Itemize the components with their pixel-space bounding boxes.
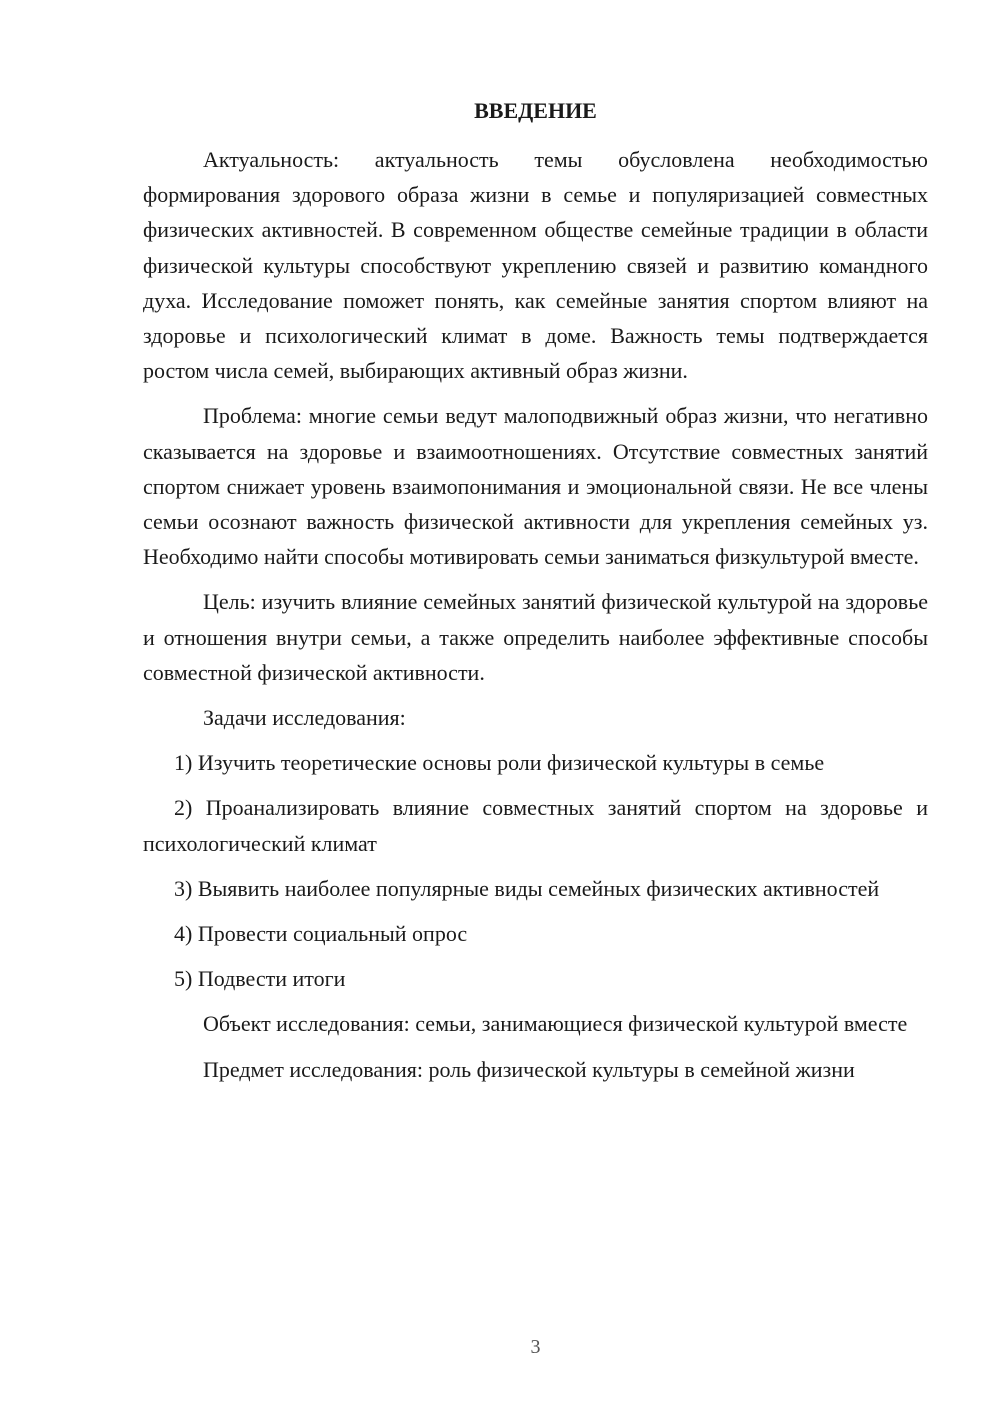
task-item-3: 3) Выявить наиболее популярные виды семейных физических активностей xyxy=(174,875,880,901)
section-title: ВВЕДЕНИЕ xyxy=(474,98,597,123)
paragraph-tasks-heading: Задачи исследования: xyxy=(203,705,406,731)
paragraph-goal: Цель: изучить влияние семейных занятий физической культурой на здоровье и отношения внутри семьи, а также определить наиболее эффективные способы совместной физической активности. xyxy=(143,589,928,685)
page-number: 3 xyxy=(530,1336,541,1358)
task-item-1: 1) Изучить теоретические основы роли физической культуры в семье xyxy=(174,750,825,776)
paragraph-relevance: Актуальность: актуальность темы обусловлена необходимостью формирования здорового образа жизни в семье и популяризацией совместных физических активностей. В современном обществе семейные традиции в области физической культуры способствуют укреплению связей и развитию командного духа. Исследование поможет понять, как семейные занятия спортом влияют на здоровье и психологический климат в доме. Важность темы подтверждается ростом числа семей, выбирающих активный образ жизни. xyxy=(143,147,928,384)
task-item-5: 5) Подвести итоги xyxy=(174,966,346,992)
paragraph-problem: Проблема: многие семьи ведут малоподвижный образ жизни, что негативно сказывается на здоровье и взаимоотношениях. Отсутствие совместных занятий спортом снижает уровень взаимопонимания и эмоциональной связи. Не все члены семьи осознают важность физической активности для укрепления семейных уз. Необходимо найти способы мотивировать семьи заниматься физкультурой вместе. xyxy=(143,403,928,570)
paragraph-subject: Предмет исследования: роль физической культуры в семейной жизни xyxy=(203,1056,855,1082)
task-item-2: 2) Проанализировать влияние совместных занятий спортом на здоровье и психологический климат xyxy=(143,795,928,856)
document-body xyxy=(143,142,928,1097)
task-item-4: 4) Провести социальный опрос xyxy=(174,921,468,947)
document-page xyxy=(143,0,928,1414)
paragraph-object: Объект исследования: семьи, занимающиеся физической культурой вместе xyxy=(203,1011,908,1037)
